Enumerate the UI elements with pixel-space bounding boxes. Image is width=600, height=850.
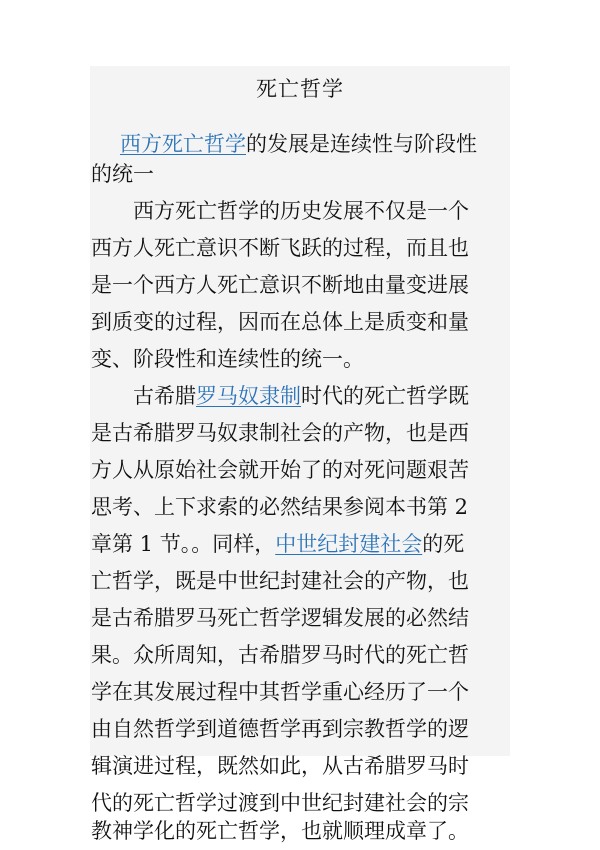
para1-line-3: 是一个西方人死亡意识不断地由量变进展	[91, 273, 469, 297]
para2-line-6: 亡哲学，既是中世纪封建社会的产物，也	[91, 569, 469, 593]
document-title: 死亡哲学	[256, 77, 344, 101]
link-medieval-feudal-society[interactable]: 中世纪封建社会	[275, 532, 423, 556]
para2-line-9: 学在其发展过程中其哲学重心经历了一个	[91, 680, 469, 704]
para2-line-10: 由自然哲学到道德哲学再到宗教哲学的逻	[91, 717, 469, 741]
para2-line-5	[91, 529, 511, 559]
para2-line-13: 教神学化的死亡哲学，也就顺理成章了。	[91, 819, 469, 843]
para1-line-2: 西方人死亡意识不断飞跃的过程，而且也	[91, 236, 469, 260]
para1-line-4: 到质变的过程，因而在总体上是质变和量	[91, 310, 469, 334]
para1-line-1: 西方死亡哲学的历史发展不仅是一个	[91, 199, 469, 223]
para2-line5-suffix: 的死	[422, 532, 465, 556]
para2-line-1	[91, 381, 511, 411]
para2-line-4: 思考、上下求索的必然结果参阅本书第 2	[91, 495, 469, 519]
para2-line-3: 方人从原始社会就开始了的对死问题艰苦	[91, 458, 469, 482]
para2-line-7: 是古希腊罗马死亡哲学逻辑发展的必然结	[91, 606, 469, 630]
para2-line-12: 代的死亡哲学过渡到中世纪封建社会的宗	[91, 791, 469, 815]
link-roman-slavery[interactable]: 罗马奴隶制	[196, 384, 301, 408]
heading-text: 的发展是连续性与阶段性	[246, 132, 477, 156]
para2-line1-suffix: 时代的死亡哲学既	[301, 384, 469, 408]
para2-line-8: 果。众所周知，古希腊罗马时代的死亡哲	[91, 643, 469, 667]
para2-line-2: 是古希腊罗马奴隶制社会的产物，也是西	[91, 421, 469, 445]
heading-line-2: 的统一	[91, 162, 154, 186]
para2-line-11: 辑演进过程，既然如此，从古希腊罗马时	[91, 754, 469, 778]
link-western-death-philosophy[interactable]: 西方死亡哲学	[120, 132, 246, 156]
para2-line1-prefix: 古希腊	[91, 384, 196, 408]
heading-line-1	[91, 129, 511, 159]
para2-line5-prefix: 章第 1 节。。同样，	[91, 532, 276, 556]
para1-line-5: 变、阶段性和连续性的统一。	[91, 347, 364, 371]
